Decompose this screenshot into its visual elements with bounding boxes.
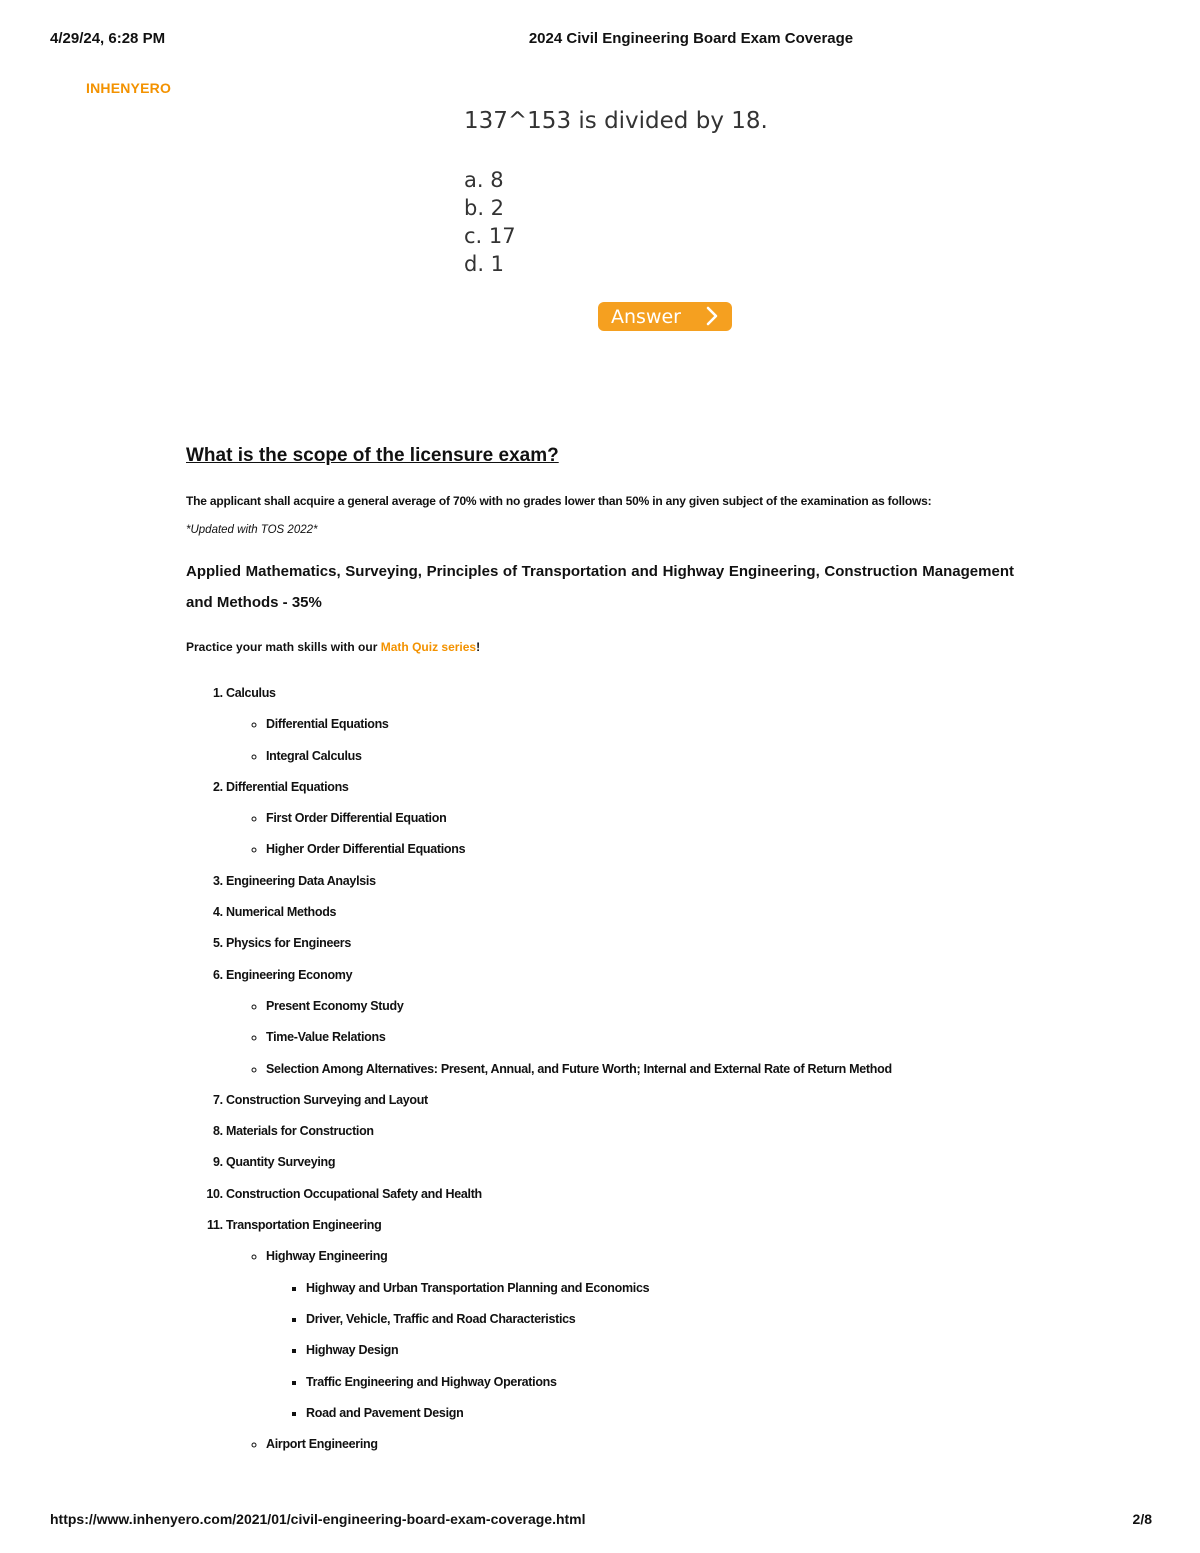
print-datetime: 4/29/24, 6:28 PM [50, 30, 166, 47]
answer-button-label: Answer [611, 305, 681, 328]
topic-label: Calculus [226, 686, 276, 700]
site-logo[interactable]: INHENYERO [86, 80, 172, 96]
subtopic-item: ◦ Time-Value Relations [266, 1022, 1014, 1053]
subtopic-item: ◦ First Order Differential Equation [266, 803, 1014, 834]
math-quiz-link[interactable]: Math Quiz series [380, 640, 477, 654]
subtopic-item: ◦ Selection Among Alternatives: Present, Annual, and Future Worth; Internal and External Rate of Return Method [266, 1054, 1014, 1085]
print-page-title: 2024 Civil Engineering Board Exam Coverage [528, 30, 854, 47]
topic-label: Engineering Economy [226, 967, 353, 982]
topic-item: 10. Construction Occupational Safety and Health [226, 1179, 1014, 1210]
subsubtopic-item: ▪ Highway Design [306, 1335, 1014, 1366]
topic-item: 7. Construction Surveying and Layout [226, 1085, 1014, 1116]
subsubtopic-item: ▪ Road and Pavement Design [306, 1398, 1014, 1429]
subtopic-list [226, 1241, 1014, 1460]
practice-prefix: Practice your math skills with our [186, 640, 381, 654]
answer-button[interactable] [598, 302, 732, 331]
topic-item [226, 678, 1014, 772]
subsubtopic-list [266, 1273, 1014, 1429]
topic-list [186, 678, 1014, 1460]
topic-item: 5. Physics for Engineers [226, 928, 1014, 959]
subtopic-item: ◦ Integral Calculus [266, 741, 1014, 772]
print-footer-url: https://www.inhenyero.com/2021/01/civil-engineering-board-exam-coverage.html [50, 1511, 586, 1527]
topic-label: Transportation Engineering [226, 1218, 382, 1233]
subsubtopic-item: ▪ Highway and Urban Transportation Planning and Economics [306, 1273, 1014, 1304]
subtopic-item: ◦ Present Economy Study [266, 991, 1014, 1022]
subtopic-label: Highway Engineering [266, 1249, 388, 1264]
subtopic-list [226, 991, 1014, 1085]
answer-choices [464, 166, 516, 278]
exam-scope-section [186, 440, 1014, 1460]
print-page-number: 2/8 [1132, 1511, 1152, 1527]
intro-paragraph: The applicant shall acquire a general average of 70% with no grades lower than 50% in any given subject of the examination as follows: [186, 494, 932, 508]
subsubtopic-item: ▪ Driver, Vehicle, Traffic and Road Characteristics [306, 1304, 1014, 1335]
subsubtopic-item: ▪ Traffic Engineering and Highway Operations [306, 1367, 1014, 1398]
choice-d: d. 1 [464, 252, 505, 276]
topic-item [226, 1210, 1014, 1460]
question-text-fragment: 137^153 is divided by 18. [464, 108, 768, 134]
topic-item [226, 772, 1014, 866]
practice-suffix: ! [476, 640, 481, 654]
subtopic-item: ◦ Differential Equations [266, 709, 1014, 740]
subtopic-item: ◦ Airport Engineering [266, 1429, 1014, 1460]
choice-b: b. 2 [464, 196, 505, 220]
subject-title: Applied Mathematics, Surveying, Principles of Transportation and Highway Engineering, Construction Management and Methods - 35% [186, 563, 1014, 611]
chevron-right-icon [704, 306, 720, 326]
topic-item: 4. Numerical Methods [226, 897, 1014, 928]
choice-c: c. 17 [464, 224, 516, 248]
subtopic-item [266, 1241, 1014, 1429]
topic-item: 3. Engineering Data Anaylsis [226, 866, 1014, 897]
update-note: *Updated with TOS 2022* [186, 524, 318, 536]
subtopic-item: ◦ Higher Order Differential Equations [266, 834, 1014, 865]
topic-item: 8. Materials for Construction [226, 1116, 1014, 1147]
subtopic-list [226, 709, 1014, 772]
subtopic-list [226, 803, 1014, 866]
topic-label: Differential Equations [226, 779, 349, 794]
section-heading: What is the scope of the licensure exam? [186, 445, 559, 466]
choice-a: a. 8 [464, 168, 504, 192]
topic-item [226, 960, 1014, 1085]
topic-item: 9. Quantity Surveying [226, 1147, 1014, 1178]
practice-line [186, 640, 1014, 654]
